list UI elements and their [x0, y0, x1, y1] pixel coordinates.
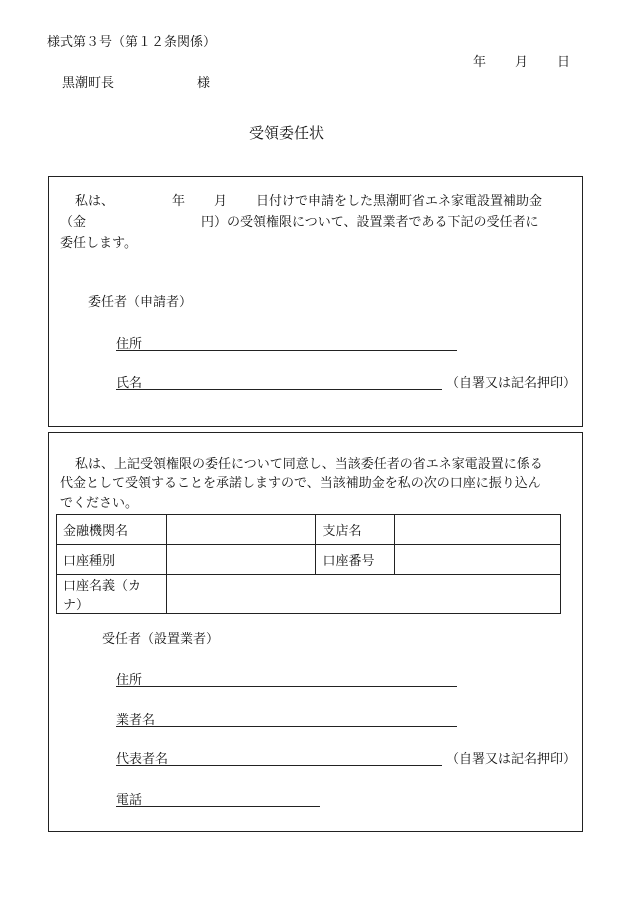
delegate-address-line[interactable]: [116, 686, 457, 687]
delegator-address-label: 住所: [116, 337, 143, 352]
document-title: 受領委任状: [249, 124, 325, 142]
s1-month-label: 月: [214, 194, 228, 209]
delegator-signature-note: （自署又は記名押印）: [446, 376, 577, 391]
s2-text-2: 代金として受領することを承諾しますので、当該補助金を私の次の口座に振り込ん: [60, 476, 541, 491]
s1-text-end: 委任します。: [60, 236, 137, 251]
date-month-label: 月: [515, 55, 529, 70]
account-number-label: 口座番号: [316, 545, 395, 575]
delegate-address-label: 住所: [116, 673, 143, 688]
account-number-field[interactable]: [395, 545, 561, 575]
bank-name-label: 金融機関名: [57, 515, 167, 545]
s1-amount-prefix: （金: [60, 215, 87, 230]
s2-text-3: でください。: [60, 496, 139, 511]
delegate-title: 受任者（設置業者）: [102, 632, 220, 647]
table-row: [57, 515, 561, 545]
date-day-label: 日: [557, 55, 571, 70]
s1-amount-suffix: 円）の受領権限について、設置業者である下記の受任者に: [201, 215, 539, 230]
company-name-label: 業者名: [116, 713, 156, 728]
bank-account-table: [56, 514, 561, 614]
form-number: 様式第３号（第１２条関係）: [47, 35, 217, 50]
delegator-name-line[interactable]: [116, 389, 442, 390]
s1-text-a: 私は、: [75, 194, 115, 209]
delegator-address-line[interactable]: [116, 350, 457, 351]
delegator-name-label: 氏名: [116, 376, 143, 391]
s1-year-label: 年: [172, 194, 186, 209]
account-holder-field[interactable]: [166, 575, 560, 614]
account-type-label: 口座種別: [57, 545, 167, 575]
bank-name-field[interactable]: [166, 515, 316, 545]
delegate-signature-note: （自署又は記名押印）: [446, 752, 577, 767]
branch-field[interactable]: [395, 515, 561, 545]
addressee-honorific: 様: [197, 76, 211, 91]
date-year-label: 年: [473, 55, 487, 70]
branch-label: 支店名: [316, 515, 395, 545]
account-type-field[interactable]: [166, 545, 316, 575]
phone-label: 電話: [116, 793, 143, 808]
delegator-title: 委任者（申請者）: [88, 295, 193, 310]
representative-line[interactable]: [116, 765, 442, 766]
addressee-name: 黒潮町長: [62, 76, 115, 91]
phone-line[interactable]: [116, 806, 320, 807]
representative-label: 代表者名: [116, 752, 169, 767]
company-name-line[interactable]: [116, 726, 457, 727]
s2-text-1: 私は、上記受領権限の委任について同意し、当該委任者の省エネ家電設置に係る: [75, 457, 543, 472]
s1-text-d: 日付けで申請をした黒潮町省エネ家電設置補助金: [256, 194, 543, 209]
table-row: [57, 545, 561, 575]
account-holder-label: 口座名義（カナ）: [57, 575, 167, 614]
table-row: [57, 575, 561, 614]
